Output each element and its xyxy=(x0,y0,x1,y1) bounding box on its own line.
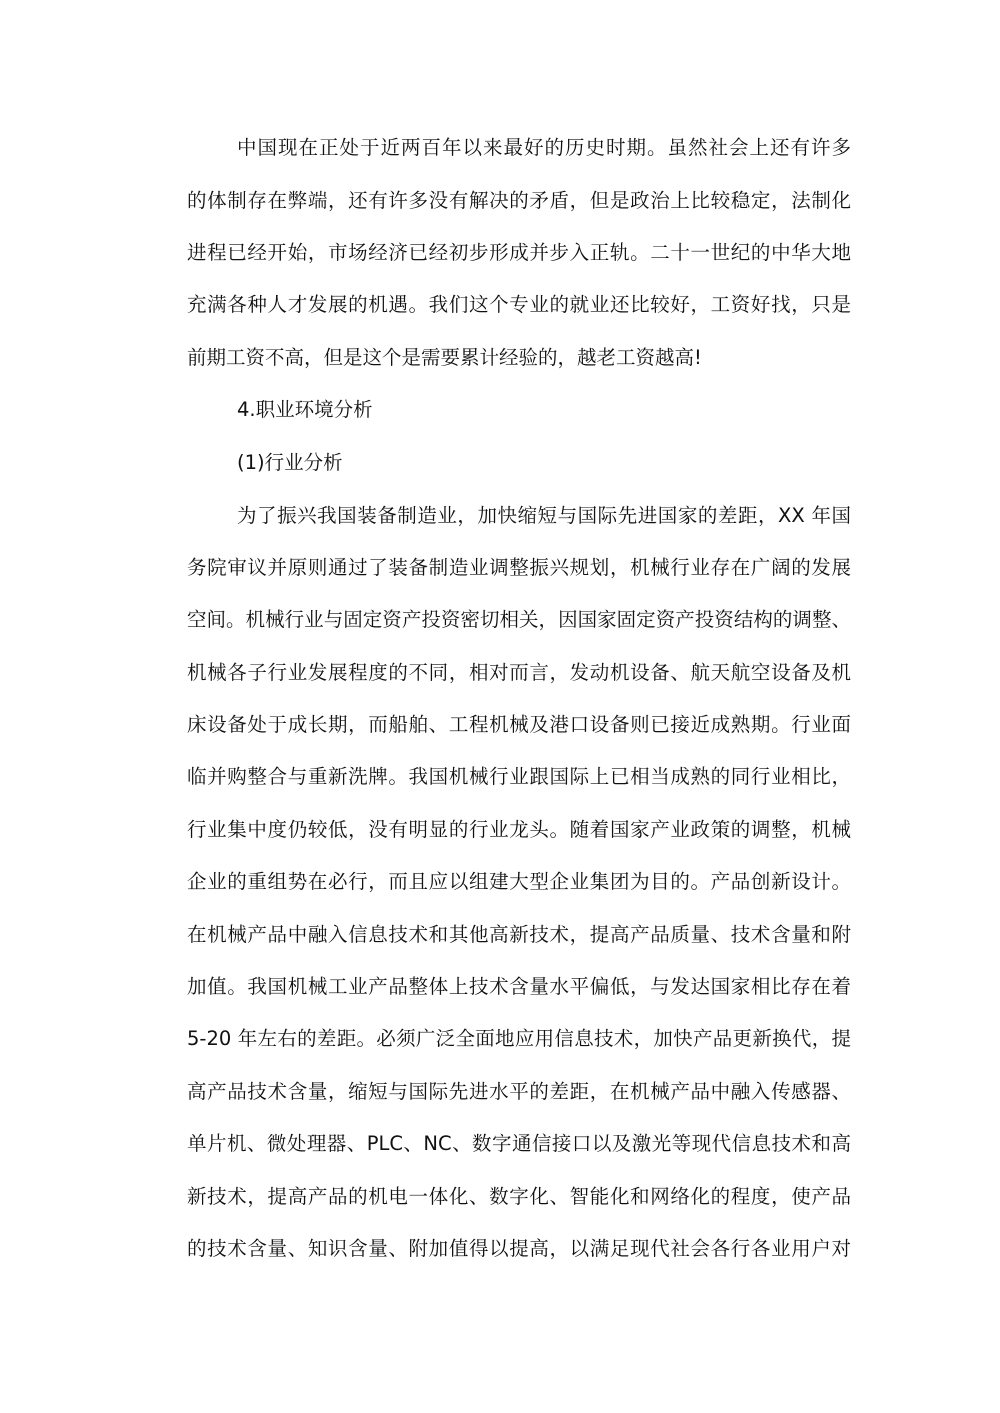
paragraph-line: 充满各种人才发展的机遇。我们这个专业的就业还比较好，工资好找，只是 xyxy=(187,293,851,316)
paragraph-line: 加值。我国机械工业产品整体上技术含量水平偏低，与发达国家相比存在着 xyxy=(187,975,851,998)
paragraph-line: 临并购整合与重新洗牌。我国机械行业跟国际上已相当成熟的同行业相比， xyxy=(187,765,851,788)
paragraph-line: 企业的重组势在必行，而且应以组建大型企业集团为目的。产品创新设计。 xyxy=(187,870,851,893)
paragraph-line: 空间。机械行业与固定资产投资密切相关，因国家固定资产投资结构的调整、 xyxy=(187,608,851,631)
paragraph-line: 中国现在正处于近两百年以来最好的历史时期。虽然社会上还有许多 xyxy=(237,136,851,159)
paragraph-line: 行业集中度仍较低，没有明显的行业龙头。随着国家产业政策的调整，机械 xyxy=(187,818,851,841)
paragraph-line: 高产品技术含量，缩短与国际先进水平的差距，在机械产品中融入传感器、 xyxy=(187,1080,851,1103)
paragraph-line: 在机械产品中融入信息技术和其他高新技术，提高产品质量、技术含量和附 xyxy=(187,923,851,946)
paragraph-line: 前期工资不高，但是这个是需要累计经验的，越老工资越高! xyxy=(187,346,702,369)
paragraph-line: 5-20 年左右的差距。必须广泛全面地应用信息技术，加快产品更新换代，提 xyxy=(187,1027,851,1050)
paragraph-line: 进程已经开始，市场经济已经初步形成并步入正轨。二十一世纪的中华大地 xyxy=(187,241,851,264)
paragraph-line: 机械各子行业发展程度的不同，相对而言，发动机设备、航天航空设备及机 xyxy=(187,661,851,684)
paragraph-line: 新技术，提高产品的机电一体化、数字化、智能化和网络化的程度，使产品 xyxy=(187,1185,851,1208)
paragraph-line: 单片机、微处理器、PLC、NC、数字通信接口以及激光等现代信息技术和高 xyxy=(187,1132,851,1155)
paragraph-line: 床设备处于成长期，而船舶、工程机械及港口设备则已接近成熟期。行业面 xyxy=(187,713,851,736)
section-heading: 4.职业环境分析 xyxy=(237,398,373,421)
paragraph-line: 务院审议并原则通过了装备制造业调整振兴规划，机械行业存在广阔的发展 xyxy=(187,556,851,579)
paragraph-line: 为了振兴我国装备制造业，加快缩短与国际先进国家的差距，XX 年国 xyxy=(237,504,851,527)
paragraph-line: 的体制存在弊端，还有许多没有解决的矛盾，但是政治上比较稳定，法制化 xyxy=(187,189,851,212)
subsection-heading: (1)行业分析 xyxy=(237,451,343,474)
paragraph-line: 的技术含量、知识含量、附加值得以提高，以满足现代社会各行各业用户对 xyxy=(187,1237,851,1260)
